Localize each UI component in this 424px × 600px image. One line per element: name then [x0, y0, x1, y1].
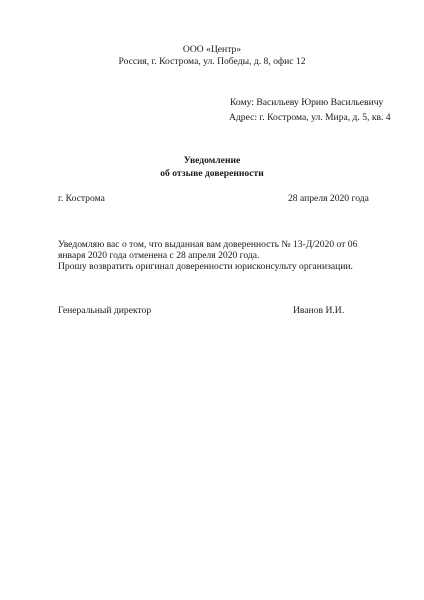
sender-company: ООО «Центр» [182, 44, 242, 55]
document-date: 28 апреля 2020 года [288, 193, 369, 204]
signature-name: Иванов И.И. [293, 305, 345, 316]
document-subtitle: об отзыве доверенности [160, 168, 264, 179]
body-line-2: января 2020 года отменена с 28 апреля 2020 года. [58, 250, 260, 261]
document-city: г. Кострома [58, 193, 105, 204]
signature-position: Генеральный директор [58, 305, 152, 316]
document-title: Уведомление [183, 155, 241, 166]
sender-address: Россия, г. Кострома, ул. Победы, д. 8, офис 12 [118, 56, 306, 67]
recipient-address: Адрес: г. Кострома, ул. Мира, д. 5, кв. 4 [229, 112, 391, 123]
recipient-name: Кому: Васильеву Юрию Васильевичу [230, 97, 384, 108]
body-line-3: Прошу возвратить оригинал доверенности юрисконсульту организации. [58, 261, 353, 272]
body-line-1: Уведомляю вас о том, что выданная вам доверенность № 13-Д/2020 от 06 [58, 239, 358, 250]
